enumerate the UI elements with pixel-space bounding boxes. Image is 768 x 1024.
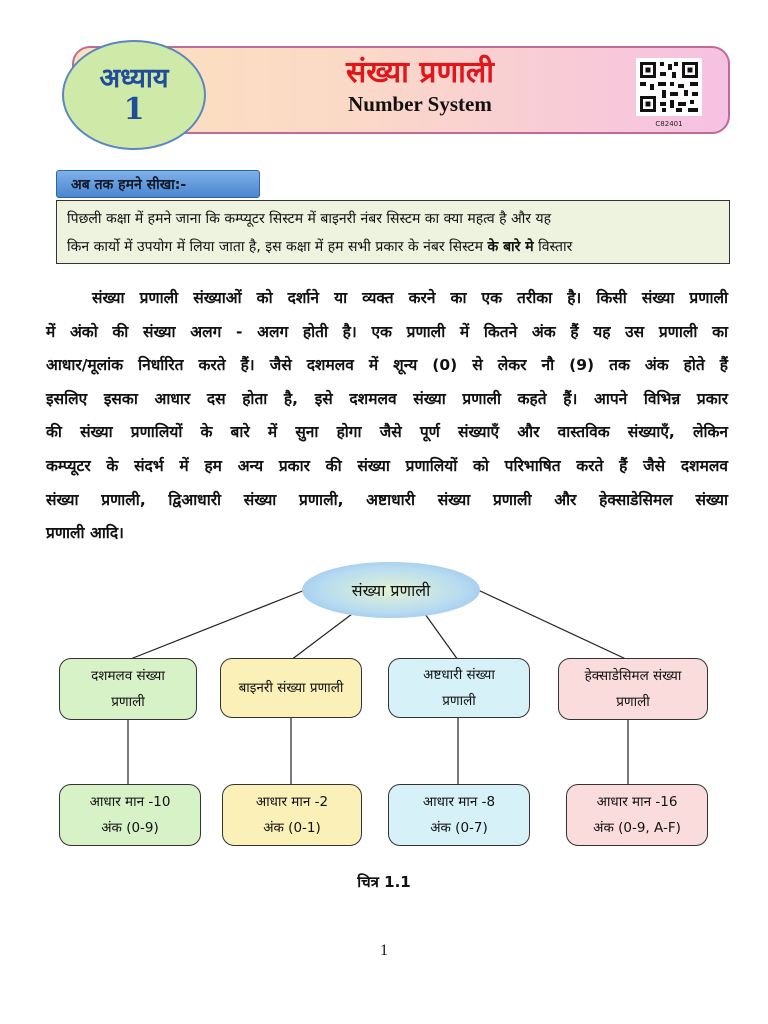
chapter-title-hindi: संख्या प्रणाली bbox=[345, 55, 495, 90]
binary-base-node: आधार मान -2 अंक (0-1) bbox=[222, 784, 362, 846]
paragraph-line: संख्या प्रणाली, द्विआधारी संख्या प्रणाली, अष्टाधारी संख्या प्रणाली और हेक्साडेसिमल संख्या bbox=[46, 490, 728, 509]
figure-caption: चित्र 1.1 bbox=[357, 873, 411, 891]
qr-code-icon[interactable] bbox=[636, 58, 702, 116]
qr-code-label: C82401 bbox=[655, 120, 683, 128]
learned-line-2-bold: के बारे मे bbox=[487, 239, 534, 255]
intro-paragraph bbox=[46, 282, 728, 551]
binary-system-node: बाइनरी संख्या प्रणाली bbox=[220, 658, 362, 718]
paragraph-line: की संख्या प्रणालियों के बारे में सुना होगा जैसे पूर्ण संख्याएँ और वास्तविक संख्याएँ, लेकिन bbox=[46, 423, 728, 442]
chapter-title-english: Number System bbox=[348, 92, 492, 116]
diagram-root-node: संख्या प्रणाली bbox=[302, 562, 480, 618]
learned-summary-box bbox=[56, 200, 730, 264]
octal-base-node: आधार मान -8 अंक (0-7) bbox=[388, 784, 530, 846]
paragraph-line: प्रणाली आदि। bbox=[46, 524, 124, 543]
page-number: 1 bbox=[380, 942, 388, 959]
paragraph-line: में अंको की संख्या अलग - अलग होती है। एक प्रणाली में कितने अंक हैं यह उस प्रणाली का bbox=[46, 322, 728, 341]
learned-line-1: पिछली कक्षा में हमने जाना कि कम्प्यूटर सिस्टम में बाइनरी नंबर सिस्टम का क्या महत्व है और यह bbox=[67, 211, 552, 227]
hexadecimal-base-node: आधार मान -16 अंक (0-9, A-F) bbox=[566, 784, 708, 846]
hexadecimal-system-node: हेक्साडेसिमल संख्या प्रणाली bbox=[558, 658, 708, 720]
chapter-badge bbox=[62, 40, 206, 150]
octal-system-node: अष्टधारी संख्या प्रणाली bbox=[388, 658, 530, 718]
paragraph-line: इसलिए इसका आधार दस होता है, इसे दशमलव संख्या प्रणाली कहते हैं। आपने विभिन्न प्रकार bbox=[46, 389, 728, 408]
chapter-number: 1 bbox=[123, 92, 145, 128]
paragraph-line: संख्या प्रणाली संख्याओं को दर्शाने या व्यक्त करने का एक तरीका है। किसी संख्या प्रणाली bbox=[92, 289, 728, 307]
decimal-base-node: आधार मान -10 अंक (0-9) bbox=[59, 784, 201, 846]
paragraph-line: आधार/मूलांक निर्धारित करते हैं। जैसे दशमलव में शून्य (0) से लेकर नौ (9) तक अंक होते हैं bbox=[46, 356, 728, 375]
learned-line-2: किन कार्यो में उपयोग में लिया जाता है, इस कक्षा में हम सभी प्रकार के नंबर सिस्टम के बारे मे विस्तार bbox=[67, 239, 573, 255]
learned-heading: अब तक हमने सीखा:- bbox=[56, 170, 260, 198]
decimal-system-node: दशमलव संख्या प्रणाली bbox=[59, 658, 197, 720]
paragraph-line: कम्प्यूटर के संदर्भ में हम अन्य प्रकार की संख्या प्रणालियों को परिभाषित करते हैं जैसे दशमलव bbox=[46, 456, 728, 475]
chapter-word: अध्याय bbox=[99, 63, 169, 95]
